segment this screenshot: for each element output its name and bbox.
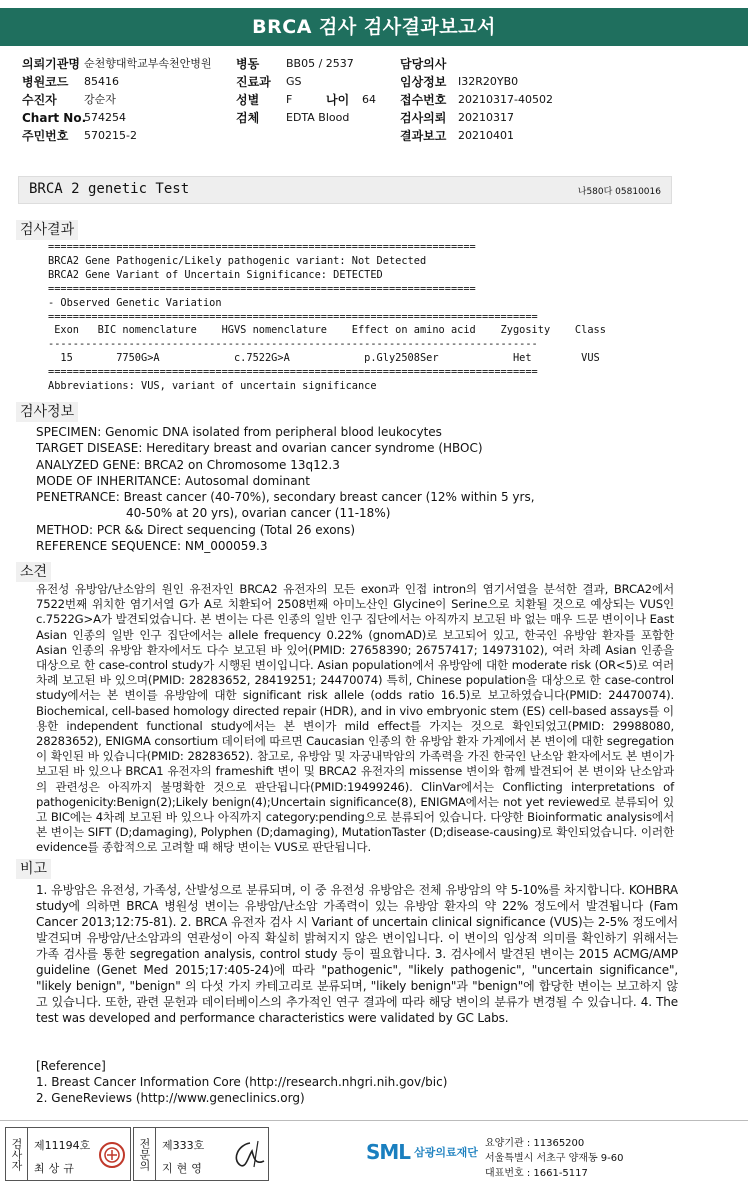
info-label: 진료과 (236, 75, 271, 89)
info-value: 순천향대학교부속천안병원 (84, 57, 212, 70)
report-title: BRCA 검사 검사결과보고서 (0, 8, 748, 46)
info-row-ward (236, 55, 406, 73)
info-row-sex-age (236, 91, 406, 109)
references (36, 1058, 447, 1106)
spec-penetrance: PENETRANCE: Breast cancer (40-70%), secondary breast cancer (12% within 5 yrs, (36, 490, 535, 505)
test-code: 나580다 05810016 (577, 187, 661, 197)
info-row-institution (22, 55, 256, 73)
info-row-specimen (236, 109, 406, 127)
info-value: I32R20YB0 (458, 75, 519, 88)
info-row-dept (236, 73, 406, 91)
info-row-hospital-code (22, 73, 256, 91)
test-name: BRCA 2 genetic Test (29, 181, 190, 197)
footer-divider (0, 1120, 748, 1121)
spec-penetrance-cont: 40-50% at 20 yrs), ovarian cancer (11-18%) (126, 506, 391, 521)
info-row-patient (22, 91, 256, 109)
info-label: Chart No. (22, 111, 87, 125)
references-title: [Reference] (36, 1059, 106, 1073)
info-label: 병원코드 (22, 75, 69, 89)
info-column-2 (236, 55, 406, 127)
info-value: 20210317 (458, 111, 514, 124)
info-label: 임상정보 (400, 75, 447, 89)
info-label: 검체 (236, 111, 260, 125)
section-info-heading: 검사정보 (16, 402, 78, 422)
info-value: 20210317-40502 (458, 93, 553, 106)
info-row-clinical (400, 73, 658, 91)
signature-name: 지현영 (162, 1162, 206, 1175)
info-value: 570215-2 (84, 129, 137, 142)
info-value: 85416 (84, 75, 119, 88)
spec-method: METHOD: PCR && Direct sequencing (Total 26 exons) (36, 522, 356, 537)
section-opinion-heading: 소견 (16, 562, 51, 582)
handwritten-signature-icon (228, 1137, 268, 1173)
test-info-block (36, 424, 535, 554)
result-text: ===================================================================== BRCA2 Gene Pathogenic/Likely pathogenic variant: Not Detected BRCA2 Gene Variant of Uncertain Significance: DETECTED ===================================================================== - Observed Genetic Variation =============================================================================== Exon BIC nomenclature HGVS nomenclature Effect on amino acid Zygosity Class ------------------------------------------------------------------------------- 15 7750G>A c.7522G>A p.Gly2508Ser Het VUS =============================================================================== Abbreviations: VUS, variant of uncertain significance (48, 241, 606, 393)
info-value: EDTA Blood (286, 111, 350, 124)
info-value: GS (286, 75, 302, 88)
reference-item: 1. Breast Cancer Information Core (http://research.nhgri.nih.gov/bic) (36, 1075, 448, 1089)
info-label: 검사의뢰 (400, 111, 447, 125)
signature-number: 제11194호 (34, 1139, 91, 1152)
signature-role: 전문의 (134, 1128, 156, 1180)
opinion-text: 유전성 유방암/난소암의 원인 유전자인 BRCA2 유전자의 모든 exon과 인접 intron의 염기서열을 분석한 결과, BRCA2에서 7522번째 위치한 염기서열 G가 A로 치환되어 2508번째 아미노산인 Glycine이 Serine으로 치환될 것으로 예상되는 VUS인 c.7522G>A가 발견되었습니다. 본 변이는 다른 인종의 일반 인구 집단에서는 아직까지 보고된 바 없는 매우 드문 변이이나 East Asian 인종의 일반 인구 집단에서는 allele frequency 0.22% (gnomAD)로 보고되어 있고, 한국인 유방암 환자를 포함한 Asian 인종의 유방암 환자에서도 다수 보고된 바 있어(PMID: 27658390; 26757417; 14973102), 여러 차례 Asian 인종을 대상으로 한 case-control study가 시행된 변이입니다. Asian population에서 유방암에 대한 moderate risk (OR<5)로 여러차례 보고된 바 있으며(PMID: 28283652, 28419251; 24470074) 특히, Chinese population을 대상으로 한 case-control study에서는 본 변이를 유방암에 대한 significant risk allele (odds ratio 16.5)로 보고하였습니다(PMID: 24470074). Biochemical, cell-based homology directed repair (HDR), and in vivo embryonic stem (ES) cell-based assays를 이용한 independent functional study에서는 본 변이가 mild effect를 가지는 것으로 확인되었고(PMID: 29988080, 28283652), ENIGMA consortium 데이터에 따르면 Caucasian 인종의 한 유방암 환자 가계에서 본 변이에 대한 segregation이 확인된 바 있습니다(PMID: 28283652). 참고로, 유방암 및 자궁내막암의 가족력을 가진 한국인 난소암 환자에서도 본 변이가 보고된 바 있으나 BRCA1 유전자의 frameshift 변이 및 BRCA2 유전자의 missense 변이와 함께 발견되어 본 변이와 난소암과의 관련성은 아직까지 불명확한 것으로 판단됩니다(PMID:19499246). ClinVar에서는 Conflicting interpretations of pathogenicity:Benign(2);Likely benign(4);Uncertain significance(8), ENIGMA에서는 not yet reviewed로 분류되어 있고 BIC에는 4차례 보고된 바 있으나 아직까지 category:pending으로 분류되어 있습니다. 다양한 Bioinformatic analysis에서 본 변이는 SIFT (D;damaging), Polyphen (D;damaging), MutationTaster (D;disease-causing)로 확인되었습니다. 이러한 evidence를 종합적으로 고려할 때 해당 변이는 VUS로 판단됩니다. (36, 582, 674, 855)
test-name-box (18, 176, 672, 204)
reference-item: 2. GeneReviews (http://www.geneclinics.org) (36, 1091, 305, 1105)
info-label: 성별 (236, 93, 260, 107)
org-address: 서울특별시 서초구 양재동 9-60 (485, 1153, 624, 1164)
info-label: 주민번호 (22, 129, 69, 143)
info-value: 강순자 (84, 93, 116, 106)
info-row-doctor (400, 55, 658, 73)
org-phone: 대표번호 : 1661-5117 (485, 1168, 588, 1179)
spec-specimen: SPECIMEN: Genomic DNA isolated from peripheral blood leukocytes (36, 425, 442, 439)
info-row-report-date (400, 127, 658, 145)
signature-box-specialist (133, 1127, 269, 1181)
info-row-receipt (400, 91, 658, 109)
organization-info (485, 1136, 624, 1181)
info-value (458, 55, 658, 73)
info-column-1 (22, 55, 256, 145)
info-column-3 (400, 55, 658, 145)
seal-icon (98, 1141, 126, 1169)
info-value: 64 (362, 93, 376, 106)
section-note-heading: 비고 (16, 859, 51, 879)
org-code: 요양기관 : 11365200 (485, 1138, 585, 1149)
spec-inheritance: MODE OF INHERITANCE: Autosomal dominant (36, 473, 310, 488)
info-label: 담당의사 (400, 57, 447, 71)
section-result-heading: 검사결과 (16, 220, 78, 240)
info-row-chart (22, 109, 256, 127)
info-label: 결과보고 (400, 129, 447, 143)
logo-mark: SML (366, 1140, 411, 1164)
info-value: BB05 / 2537 (286, 57, 354, 70)
info-row-request-date (400, 109, 658, 127)
signature-number: 제333호 (162, 1139, 205, 1152)
logo-text: 삼광의료재단 (414, 1146, 478, 1159)
spec-reference: REFERENCE SEQUENCE: NM_000059.3 (36, 539, 268, 554)
info-label: 접수번호 (400, 93, 447, 107)
info-label: 수진자 (22, 93, 57, 107)
spec-disease: TARGET DISEASE: Hereditary breast and ovarian cancer syndrome (HBOC) (36, 441, 483, 456)
signature-name: 최상규 (34, 1162, 78, 1175)
info-label: 병동 (236, 57, 260, 71)
note-text: 1. 유방암은 유전성, 가족성, 산발성으로 분류되며, 이 중 유전성 유방암은 전체 유방암의 약 5-10%를 차지합니다. KOHBRA study에 의하면 BRCA 병원성 변이는 유방암/난소암 가족력이 있는 유방암 환자의 약 22% 정도에서 발견됩니다 (Fam Cancer 2013;12:75-81). 2. BRCA 유전자 검사 시 Variant of uncertain clinical significance (VUS)는 2-5% 정도에서 발견되며 유방암/난소암과의 연관성이 아직 확실히 밝혀지지 않은 변이입니다. 이 변이의 임상적 의미를 확인하기 위해서는 가족 검사를 통한 segregation analysis, control study 등이 필요합니다. 3. 검사에서 발견된 변이는 2015 ACMG/AMP guideline (Genet Med 2015;17:405-24)에 따라 "pathogenic", "likely pathogenic", "uncertain significance", "likely benign", "benign" 의 다섯 가지 카테고리로 분류되며, "likely benign"과 "benign"에 합당한 변이는 보고하지 않고 있습니다. 또한, 관련 문헌과 데이터베이스의 추가적인 연구 결과에 따라 해당 변이의 분류가 변경될 수 있습니다. 4. The test was developed and performance characteristics were validated by GC Labs. (36, 883, 678, 1025)
info-value: 574254 (84, 111, 126, 124)
info-label: 의뢰기관명 (22, 57, 80, 71)
info-label: 나이 (326, 93, 350, 107)
signature-box-examiner (5, 1127, 131, 1181)
lab-logo (366, 1140, 478, 1164)
info-value: 20210401 (458, 129, 514, 142)
info-value: F (286, 93, 293, 106)
spec-gene: ANALYZED GENE: BRCA2 on Chromosome 13q12.3 (36, 457, 340, 472)
signature-role: 검사자 (6, 1128, 28, 1180)
info-row-resident-no (22, 127, 256, 145)
